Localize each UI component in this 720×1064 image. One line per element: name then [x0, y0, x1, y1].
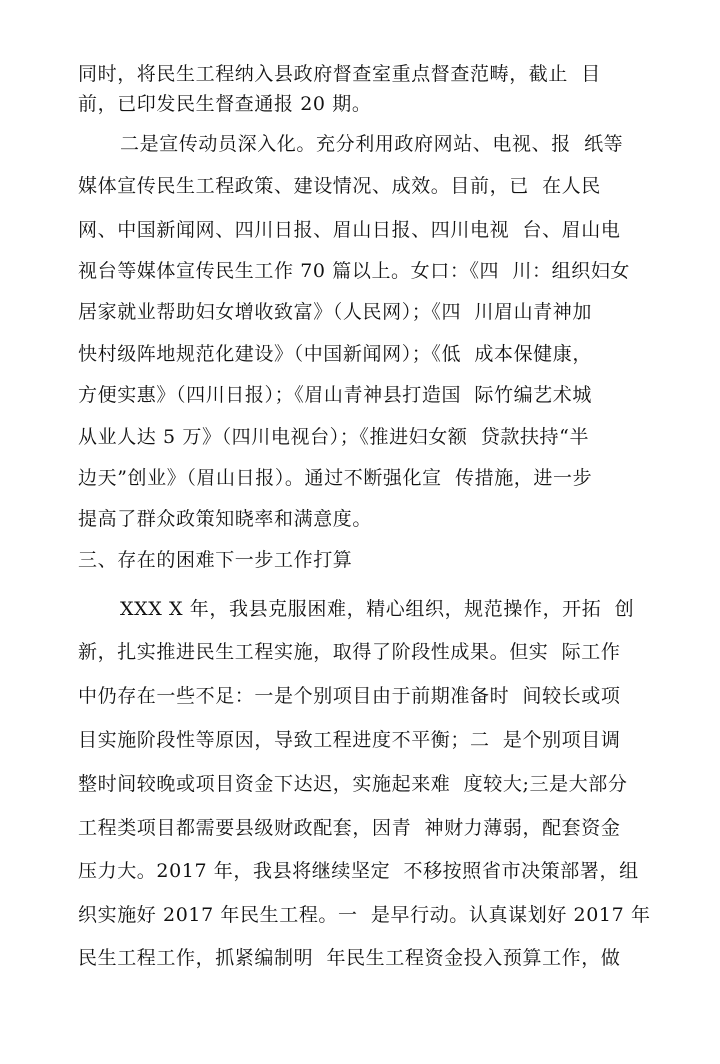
text-line: 工程类项目都需要县级财政配套，因青 神财力薄弱，配套资金 — [78, 817, 621, 839]
text-line: 新，扎实推进民生工程实施，取得了阶段性成果。但实 际工作 — [78, 641, 621, 663]
text-line: 中仍存在一些不足：一是个别项目由于前期准备时 间较长或项 — [78, 685, 621, 707]
text-line: 目实施阶段性等原因，导致工程进度不平衡；二 是个别项目调 — [78, 729, 621, 751]
text-line: 前，已印发民生督查通报 20 期。 — [78, 93, 372, 115]
text-line: 压力大。2017 年，我县将继续坚定 不移按照省市决策部署，组 — [78, 860, 639, 882]
text-line: 快村级阵地规范化建设》（中国新闻网）；《低 成本保健康， — [78, 343, 592, 365]
section-heading: 三、存在的困难下一步工作打算 — [78, 549, 353, 571]
text-line: 提高了群众政策知晓率和满意度。 — [78, 508, 373, 530]
text-line: 视台等媒体宣传民生工作 70 篇以上。女口：《四 川：组织妇女 — [78, 260, 631, 282]
text-line: 媒体宣传民生工程政策、建设情况、成效。目前，已 在人民 — [78, 175, 601, 197]
paragraph-first-line: 二是宣传动员深入化。充分利用政府网站、电视、报 纸等 — [120, 133, 624, 155]
paragraph-first-line: XXX X 年，我县克服困难，精心组织，规范操作，开拓 创 — [120, 598, 635, 620]
text-line: 居家就业帮助妇女增收致富》（人民网）；《四 川眉山青神加 — [78, 301, 592, 323]
text-line: 边天”创业》（眉山日报）。通过不断强化宣 传措施，进一步 — [78, 467, 593, 489]
text-line: 民生工程工作，抓紧编制明 年民生工程资金投入预算工作，做 — [78, 947, 621, 969]
text-line: 从业人达 5 万》（四川电视台）；《推进妇女额 贷款扶持“半 — [78, 426, 590, 448]
text-line: 同时，将民生工程纳入县政府督查室重点督查范畴，截止 目 — [78, 63, 601, 85]
text-line: 方便实惠》（四川日报）；《眉山青神县打造国 际竹编艺术城 — [78, 384, 592, 406]
text-line: 网、中国新闻网、四川日报、眉山日报、四川电视 台、眉山电 — [78, 219, 621, 241]
text-line: 整时间较晚或项目资金下达迟，实施起来难 度较大;三是大部分 — [78, 773, 628, 795]
text-line: 织实施好 2017 年民生工程。一 是早行动。认真谋划好 2017 年 — [78, 904, 651, 926]
